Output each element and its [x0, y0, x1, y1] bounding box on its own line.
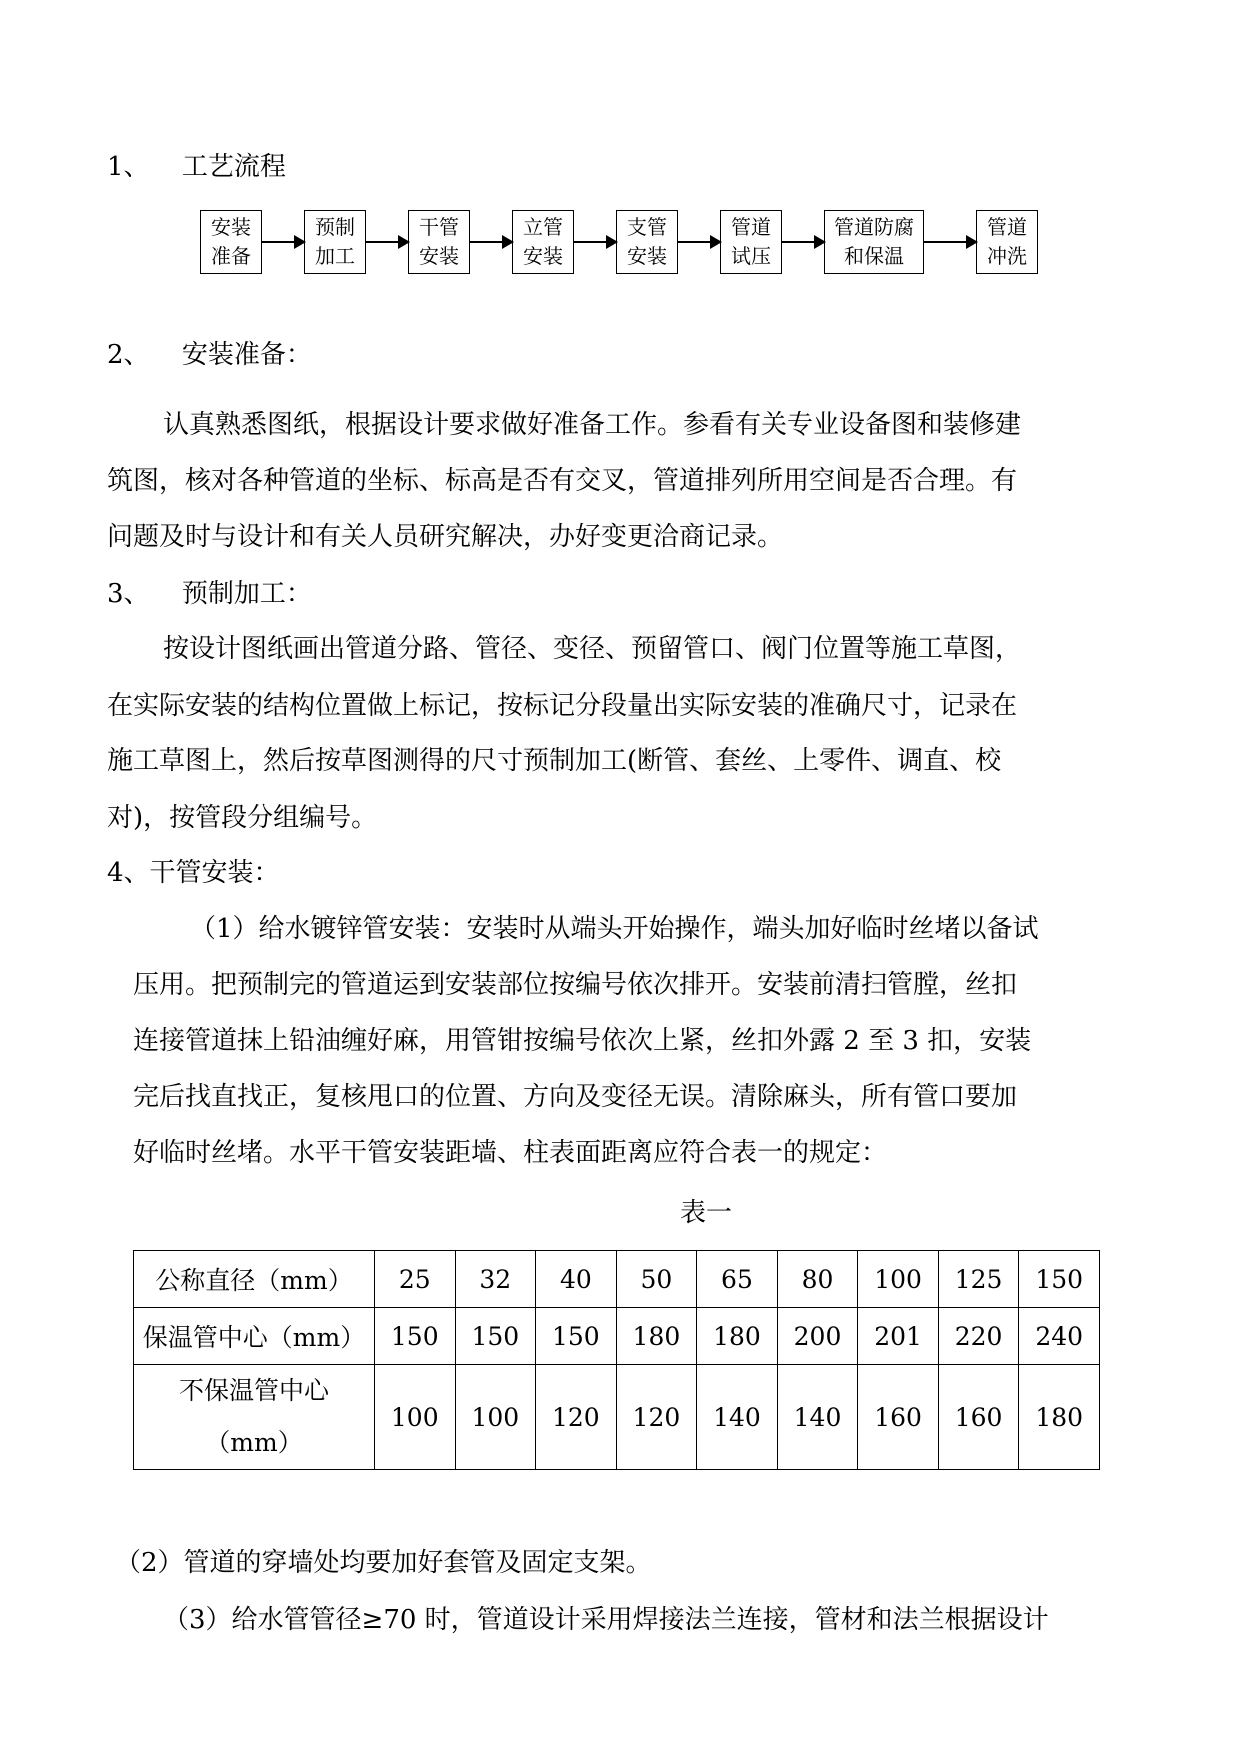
row-label-line: 不保温管中心: [178, 1376, 329, 1405]
flow-arrow: [366, 241, 408, 243]
paragraph-line: 施工草图上，然后按草图测得的尺寸预制加工(断管、套丝、上零件、调直、校: [107, 746, 1002, 776]
table-cell: 140: [697, 1365, 778, 1470]
flow-step-label: 准备: [211, 244, 251, 268]
flow-step-label: 安装: [627, 244, 667, 268]
table-cell: 100: [455, 1365, 536, 1470]
table-cell: 120: [616, 1365, 697, 1470]
table-cell: 150: [375, 1308, 456, 1365]
table-cell: 100: [375, 1365, 456, 1470]
table-row: [134, 1365, 1100, 1470]
table-cell: 220: [938, 1308, 1019, 1365]
flow-arrow: [470, 241, 512, 243]
table-caption: 表一: [680, 1198, 733, 1228]
table-cell: 150: [1019, 1251, 1100, 1308]
flow-arrow: [678, 241, 720, 243]
flow-step-label: 管道防腐: [834, 215, 914, 239]
row-label: 保温管中心（mm）: [134, 1308, 375, 1365]
flow-step-label: 干管: [419, 215, 459, 239]
flow-step-label: 安装: [211, 215, 251, 239]
paragraph-line: （2）管道的穿墙处均要加好套管及固定支架。: [115, 1548, 652, 1578]
section-title: 预制加工：: [181, 579, 312, 609]
flow-step-label: 支管: [627, 215, 667, 239]
flow-step-anticorrosion: [824, 210, 924, 274]
paragraph-line: 压用。把预制完的管道运到安装部位按编号依次排开。安装前清扫管膛，丝扣: [133, 970, 1018, 1000]
pipe-spacing-table: [133, 1250, 1100, 1470]
table-cell: 150: [455, 1308, 536, 1365]
table-cell: 140: [777, 1365, 858, 1470]
flow-step-label: 安装: [523, 244, 563, 268]
paragraph-line: 按设计图纸画出管道分路、管径、变径、预留管口、阀门位置等施工草图，: [163, 634, 1022, 664]
row-label: 公称直径（mm）: [134, 1251, 375, 1308]
flow-arrow: [782, 241, 824, 243]
table-cell: 180: [697, 1308, 778, 1365]
section-title: 工艺流程: [181, 152, 286, 182]
row-label: [134, 1365, 375, 1470]
table-cell: 100: [858, 1251, 939, 1308]
flow-step-main-pipe: [408, 210, 470, 274]
paragraph-line: （3）给水管管径≥70 时，管道设计采用焊接法兰连接，管材和法兰根据设计: [163, 1605, 1049, 1635]
flow-arrow: [262, 241, 304, 243]
table-row: [134, 1308, 1100, 1365]
table-cell: 25: [375, 1251, 456, 1308]
paragraph-line: 在实际安装的结构位置做上标记，按标记分段量出实际安装的准确尺寸，记录在: [107, 691, 1018, 721]
table-cell: 150: [536, 1308, 617, 1365]
table-cell: 80: [777, 1251, 858, 1308]
flow-step-label: 安装: [419, 244, 459, 268]
flow-step-label: 加工: [315, 244, 355, 268]
flow-step-label: 预制: [315, 215, 355, 239]
table-cell: 65: [697, 1251, 778, 1308]
paragraph-line: 问题及时与设计和有关人员研究解决，办好变更洽商记录。: [107, 522, 784, 552]
table-cell: 180: [1019, 1365, 1100, 1470]
table-cell: 50: [616, 1251, 697, 1308]
flow-step-label: 冲洗: [987, 244, 1027, 268]
table-cell: 180: [616, 1308, 697, 1365]
flow-step-install-prep: [200, 210, 262, 274]
section-number: 1、: [107, 152, 150, 182]
flow-step-label: 管道: [987, 215, 1027, 239]
table-cell: 32: [455, 1251, 536, 1308]
section-number: 3、: [107, 579, 150, 609]
flow-arrow: [924, 241, 976, 243]
section-1-heading: [107, 152, 286, 182]
flow-arrow: [574, 241, 616, 243]
table-cell: 160: [858, 1365, 939, 1470]
flow-step-branch: [616, 210, 678, 274]
section-3-heading: [107, 579, 312, 609]
paragraph-line: 连接管道抹上铅油缠好麻，用管钳按编号依次上紧，丝扣外露 2 至 3 扣，安装: [133, 1026, 1032, 1056]
paragraph-line: 筑图，核对各种管道的坐标、标高是否有交叉，管道排列所用空间是否合理。有: [107, 466, 1018, 496]
table-cell: 120: [536, 1365, 617, 1470]
section-title: 安装准备：: [181, 340, 312, 370]
paragraph-line: 认真熟悉图纸，根据设计要求做好准备工作。参看有关专业设备图和装修建: [163, 410, 1022, 440]
flow-step-prefab: [304, 210, 366, 274]
paragraph-line: 对)，按管段分组编号。: [107, 803, 378, 833]
paragraph-line: （1）给水镀锌管安装：安装时从端头开始操作，端头加好临时丝堵以备试: [190, 914, 1039, 944]
table-cell: 125: [938, 1251, 1019, 1308]
table-cell: 200: [777, 1308, 858, 1365]
flow-step-label: 和保温: [844, 244, 904, 268]
table-cell: 201: [858, 1308, 939, 1365]
table-cell: 240: [1019, 1308, 1100, 1365]
section-number: 2、: [107, 340, 150, 370]
section-2-heading: [107, 340, 312, 370]
process-flow-diagram: [200, 210, 1040, 278]
flow-step-riser: [512, 210, 574, 274]
flow-step-pressure-test: [720, 210, 782, 274]
flow-step-flushing: [976, 210, 1038, 274]
flow-step-label: 试压: [731, 244, 771, 268]
table-cell: 40: [536, 1251, 617, 1308]
table-row: [134, 1251, 1100, 1308]
table-cell: 160: [938, 1365, 1019, 1470]
flow-step-label: 管道: [731, 215, 771, 239]
section-4-heading: 4、干管安装：: [107, 858, 280, 888]
paragraph-line: 完后找直找正，复核甩口的位置、方向及变径无误。清除麻头，所有管口要加: [133, 1082, 1018, 1112]
flow-step-label: 立管: [523, 215, 563, 239]
row-label-line: （mm）: [205, 1428, 303, 1457]
paragraph-line: 好临时丝堵。水平干管安装距墙、柱表面距离应符合表一的规定：: [133, 1138, 888, 1168]
